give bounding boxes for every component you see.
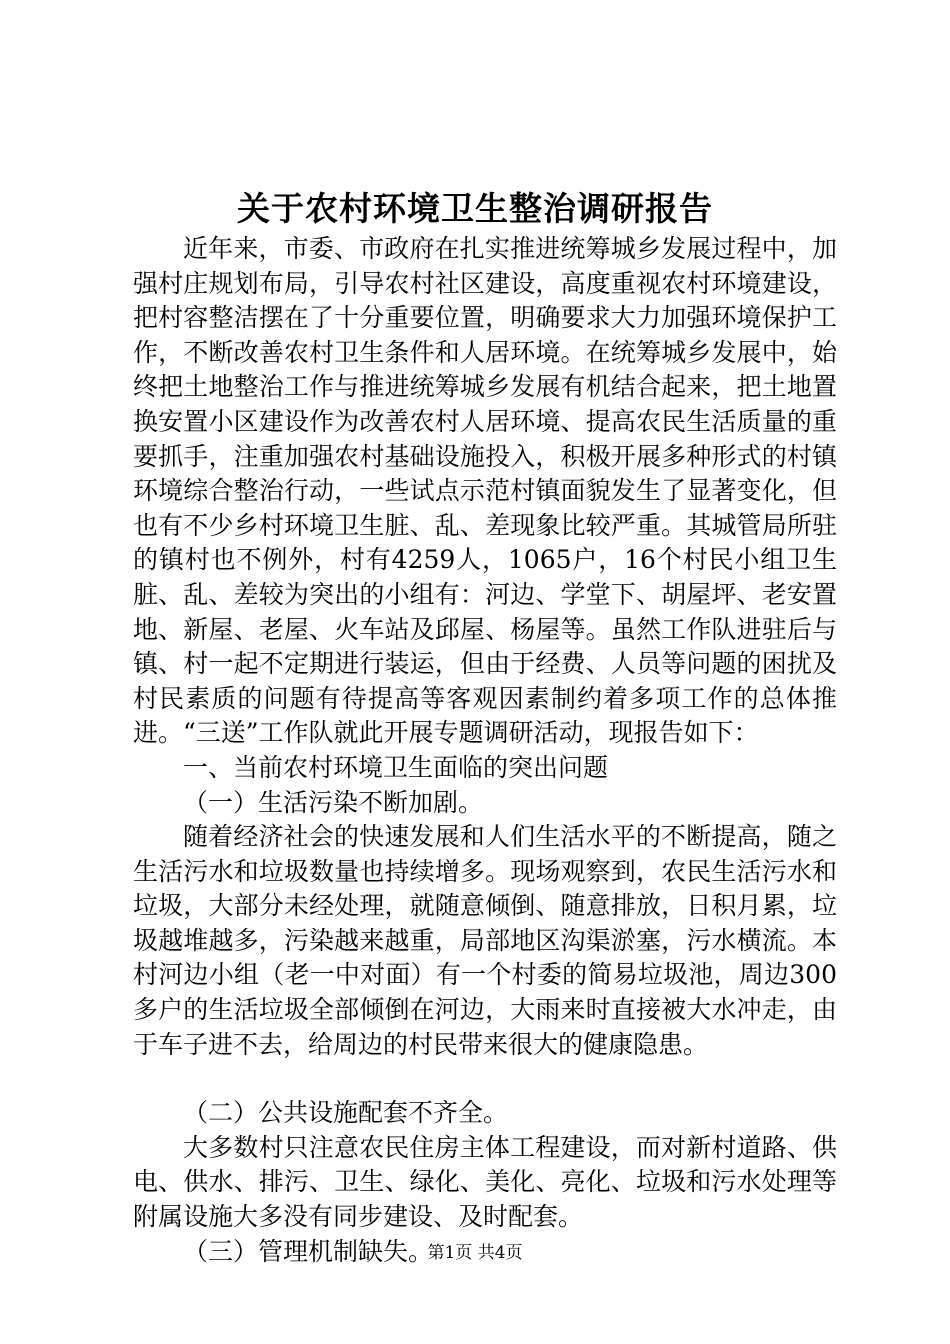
document-title: 关于农村环境卫生整治调研报告 (237, 189, 713, 228)
paragraph-intro: 近年来，市委、市政府在扎实推进统筹城乡发展过程中，加强村庄规划布局，引导农村社区建设，高度重视农村环境建设，把村容整洁摆在了十分重要位置，明确要求大力加强环境保护工作，不断改善农村卫生条件和人居环境。在统筹城乡发展中，始终把土地整治工作与推进统筹城乡发展有机结合起来，把土地置换安置小区建设作为改善农村人居环境、提高农民生活质量的重要抓手，注重加强农村基础设施投入，积极开展多种形式的村镇环境综合整治行动，一些试点示范村镇面貌发生了显著变化，但也有不少乡村环境卫生脏、乱、差现象比较严重。其城管局所驻的镇村也不例外，村有4259人，1065户，16个村民小组卫生脏、乱、差较为突出的小组有：河边、学堂下、胡屋坪、老安置地、新屋、老屋、火车站及邱屋、杨屋等。虽然工作队进驻后与镇、村一起不定期进行装运，但由于经费、人员等问题的困扰及村民素质的问题有待提高等客观因素制约着多项工作的总体推进。“三送”工作队就此开展专题调研活动，现报告如下： (133, 234, 837, 748)
document-body (133, 232, 837, 1269)
subsection-heading-2: （二）公共设施配套不齐全。 (183, 1098, 509, 1128)
paragraph-facilities: 大多数村只注意农民住房主体工程建设，而对新村道路、供电、供水、排污、卫生、绿化、美化、亮化、垃圾和污水处理等附属设施大多没有同步建设、及时配套。 (133, 1132, 837, 1232)
section-heading-1: 一、当前农村环境卫生面临的突出问题 (183, 752, 609, 782)
page-number-footer: 第1页 共4页 (427, 1243, 523, 1263)
subsection-heading-3: （三）管理机制缺失。 (183, 1236, 434, 1266)
paragraph-pollution: 随着经济社会的快速发展和人们生活水平的不断提高，随之生活污水和垃圾数量也持续增多。现场观察到，农民生活污水和垃圾，大部分未经处理，就随意倾倒、随意排放，日积月累，垃圾越堆越多，污染越来越重，局部地区沟渠淤塞，污水横流。本村河边小组（老一中对面）有一个村委的简易垃圾池，周边300多户的生活垃圾全部倾倒在河边，大雨来时直接被大水冲走，由于车子进不去，给周边的村民带来很大的健康隐患。 (133, 822, 837, 1059)
subsection-heading-1: （一）生活污染不断加剧。 (183, 787, 484, 817)
